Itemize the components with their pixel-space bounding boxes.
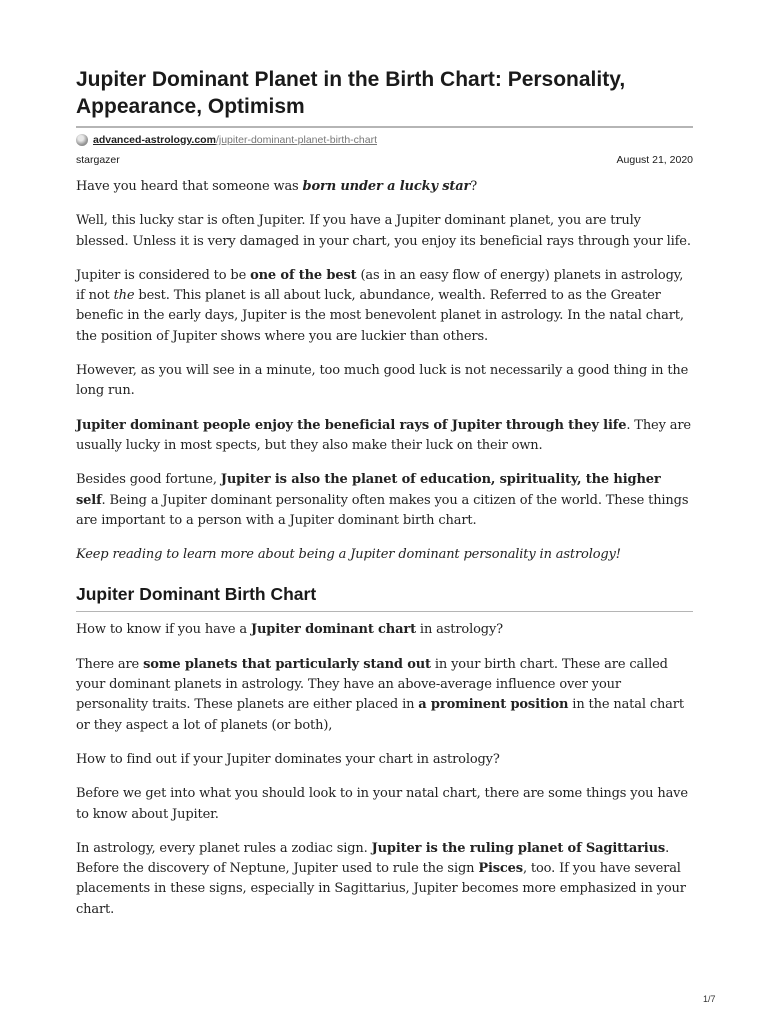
paragraph-1: Have you heard that someone was born under a lucky star? [76,179,478,194]
source-domain[interactable]: advanced-astrology.com [93,134,216,146]
source-path[interactable]: /jupiter-dominant-planet-birth-chart [215,134,378,146]
page-number: 1/7 [703,994,716,1004]
source-link[interactable] [93,134,377,146]
author: stargazer [76,154,120,166]
paragraph-11: Before we get into what you should look to in your natal chart, there are some things you have to know about Jupiter. [76,786,688,822]
article-title: Jupiter Dominant Planet in the Birth Chart: Personality, Appearance, Optimism [76,68,626,118]
publish-date: August 21, 2020 [616,154,693,166]
paragraph-7: Keep reading to learn more about being a Jupiter dominant personality in astrology! [76,547,621,563]
paragraph-4: However, as you will see in a minute, too much good luck is not necessarily a good thing in the long run. [76,363,689,399]
byline-row [76,154,693,166]
paragraph-2: Well, this lucky star is often Jupiter. If you have a Jupiter dominant planet, you are truly blessed. Unless it is very damaged in your chart, you enjoy its beneficial rays through your life. [76,213,691,249]
paragraph-6: Besides good fortune, Jupiter is also the planet of education, spirituality, the higher self. Being a Jupiter dominant personality often makes you a citizen of the world. These things are important to a person with a Jupiter dominant birth chart. [76,472,689,528]
section-divider [76,611,693,612]
article-page [76,66,693,920]
paragraph-3: Jupiter is considered to be one of the best (as in an easy flow of energy) planets in astrology, if not the best. This planet is all about luck, abundance, wealth. Referred to as the Greater benefic in the early days, Jupiter is the most benevolent planet in astrology. In the natal chart, the position of Jupiter shows where you are luckier than others. [76,267,684,344]
paragraph-8: How to know if you have a Jupiter dominant chart in astrology? [76,622,503,638]
paragraph-10: How to find out if your Jupiter dominates your chart in astrology? [76,751,500,767]
title-divider [76,126,693,128]
source-line [76,134,693,146]
section-heading: Jupiter Dominant Birth Chart [76,584,317,605]
paragraph-12: In astrology, every planet rules a zodiac sign. Jupiter is the ruling planet of Sagittarius. Before the discovery of Neptune, Jupiter used to rule the sign Pisces, too. If you have several placements in these signs, especially in Sagittarius, Jupiter becomes more emphasized in your chart. [76,840,686,917]
paragraph-9: There are some planets that particularly stand out in your birth chart. These are called your dominant planets in astrology. They have an above-average influence over your personality traits. These planets are either placed in a prominent position in the natal chart or they aspect a lot of planets (or both), [76,656,684,733]
paragraph-5: Jupiter dominant people enjoy the beneficial rays of Jupiter through they life. They are usually lucky in most spects, but they also make their luck on their own. [76,417,691,453]
site-favicon-icon [76,134,88,146]
